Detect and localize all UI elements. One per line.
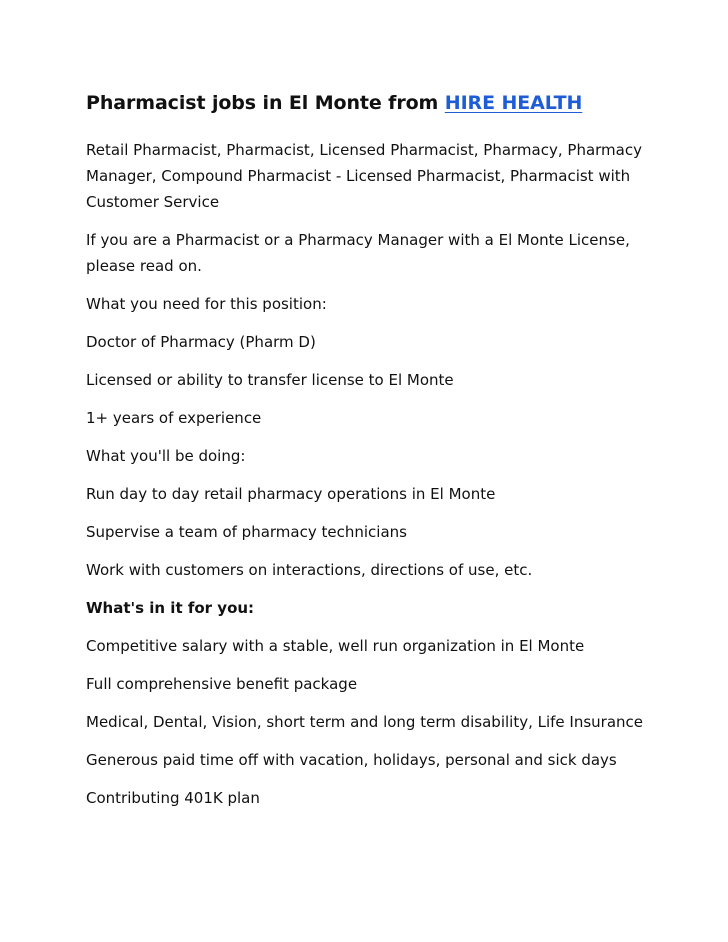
benefit-item: Medical, Dental, Vision, short term and long term disability, Life Insurance (86, 713, 644, 731)
benefit-item: Contributing 401K plan (86, 789, 260, 807)
title-text: Pharmacist jobs in El Monte from (86, 92, 445, 114)
requirement-item: Doctor of Pharmacy (Pharm D) (86, 333, 316, 351)
requirements-heading: What you need for this position: (86, 295, 327, 313)
benefit-item: Full comprehensive benefit package (86, 675, 358, 693)
responsibility-item: Supervise a team of pharmacy technicians (86, 523, 407, 541)
benefits-heading: What's in it for you: (86, 599, 255, 617)
requirement-item: 1+ years of experience (86, 409, 262, 427)
responsibility-item: Run day to day retail pharmacy operations in El Monte (86, 485, 496, 503)
hire-health-link[interactable]: HIRE HEALTH (444, 92, 583, 114)
responsibilities-heading: What you'll be doing: (86, 447, 246, 465)
document-title (86, 90, 582, 116)
benefit-item: Competitive salary with a stable, well run organization in El Monte (86, 637, 585, 655)
benefit-item: Generous paid time off with vacation, holidays, personal and sick days (86, 751, 617, 769)
document-body (86, 137, 646, 823)
responsibility-item: Work with customers on interactions, directions of use, etc. (86, 561, 533, 579)
intro-paragraph: If you are a Pharmacist or a Pharmacy Manager with a El Monte License, please read on. (86, 231, 630, 275)
job-keywords-paragraph: Retail Pharmacist, Pharmacist, Licensed Pharmacist, Pharmacy, Pharmacy Manager, Compound Pharmacist - Licensed Pharmacist, Pharmacist with Customer Service (86, 141, 642, 211)
requirement-item: Licensed or ability to transfer license to El Monte (86, 371, 454, 389)
